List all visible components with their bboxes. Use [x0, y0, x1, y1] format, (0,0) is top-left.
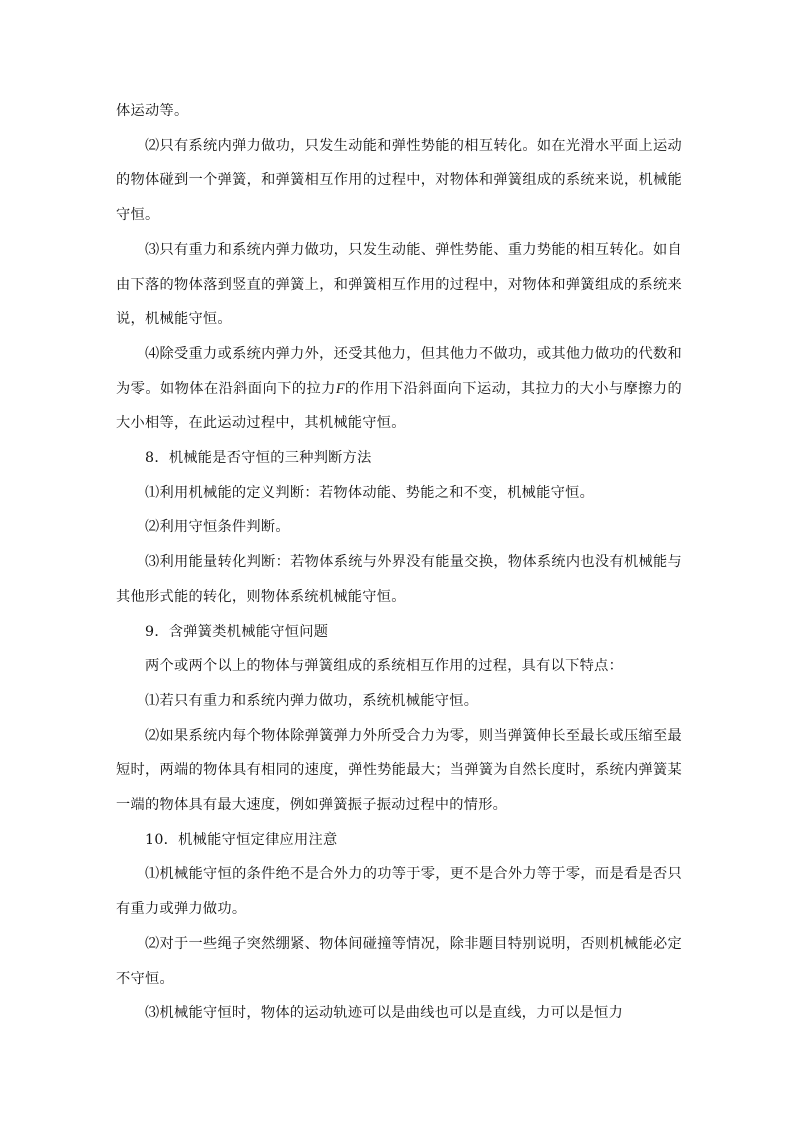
paragraph-item-2-elastic: ⑵只有系统内弹力做功，只发生动能和弹性势能的相互转化。如在光滑水平面上运动的物体碰到一个弹簧，和弹簧相互作用的过程中，对物体和弹簧组成的系统来说，机械能守恒。 — [116, 137, 682, 224]
paragraph-item-4-other-forces — [116, 337, 682, 441]
paragraph-item-4-part-b: 的作用下沿斜面向下运动，其拉力的大小与摩擦力的大小相等，在此运动过程中，其机械能守恒。 — [116, 380, 682, 432]
section-heading-10: 10．机械能守恒定律应用注意 — [145, 831, 338, 848]
paragraph-item-4-part-a: ⑷除受重力或系统内弹力外，还受其他力，但其他力不做功，或其他力做功的代数和为零。如物体在沿斜面向下的拉力 — [116, 345, 682, 397]
paragraph-method-3: ⑶利用能量转化判断：若物体系统与外界没有能量交换，物体系统内也没有机械能与其他形式能的转化，则物体系统机械能守恒。 — [116, 554, 682, 605]
paragraph-spring-2: ⑵如果系统内每个物体除弹簧弹力外所受合力为零，则当弹簧伸长至最长或压缩至最短时，两端的物体具有相同的速度，弹性势能最大；当弹簧为自然长度时，系统内弹簧某一端的物体具有最大速度，例如弹簧振子振动过程中的情形。 — [116, 727, 682, 814]
paragraph-note-3: ⑶机械能守恒时，物体的运动轨迹可以是曲线也可以是直线，力可以是恒力 — [145, 1005, 624, 1022]
document-body — [116, 94, 682, 1031]
paragraph-spring-1: ⑴若只有重力和系统内弹力做功，系统机械能守恒。 — [145, 692, 479, 709]
paragraph-method-1: ⑴利用机械能的定义判断：若物体动能、势能之和不变，机械能守恒。 — [145, 484, 595, 501]
paragraph-method-2: ⑵利用守恒条件判断。 — [145, 519, 290, 536]
paragraph-note-1: ⑴机械能守恒的条件绝不是合外力的功等于零，更不是合外力等于零，而是看是否只有重力或弹力做功。 — [116, 866, 682, 918]
section-heading-9: 9．含弹簧类机械能守恒问题 — [145, 623, 329, 640]
paragraph-continuation: 体运动等。 — [116, 103, 189, 119]
paragraph-item-3-gravity-elastic: ⑶只有重力和系统内弹力做功，只发生动能、弹性势能、重力势能的相互转化。如自由下落的物体落到竖直的弹簧上，和弹簧相互作用的过程中，对物体和弹簧组成的系统来说，机械能守恒。 — [116, 241, 682, 328]
section-heading-8: 8．机械能是否守恒的三种判断方法 — [145, 450, 372, 467]
paragraph-note-2: ⑵对于一些绳子突然绷紧、物体间碰撞等情况，除非题目特别说明，否则机械能必定不守恒。 — [116, 935, 682, 987]
force-variable-f: F — [335, 380, 345, 397]
paragraph-spring-intro: 两个或两个以上的物体与弹簧组成的系统相互作用的过程，具有以下特点： — [145, 658, 624, 675]
